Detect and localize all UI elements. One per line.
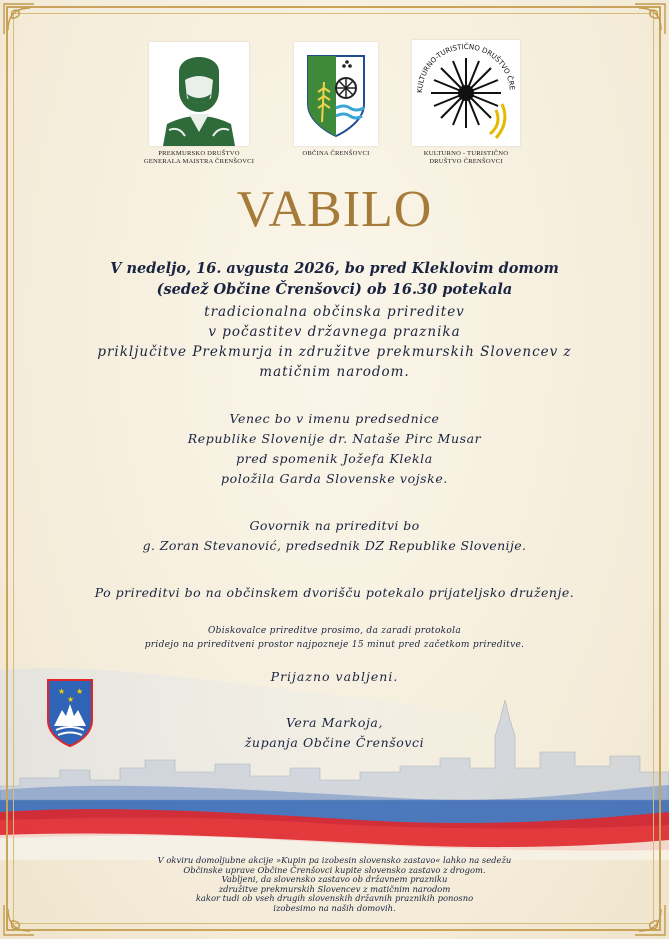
text-line: pridejo na prireditveni prostor najpozneje 15 minut pred začetkom prireditve. [144,640,525,650]
text-line: tradicionalna občinska prireditev [204,304,465,320]
portrait-icon [149,42,249,146]
svg-text:★: ★ [76,687,84,696]
footer-line: Vabljeni, da slovensko zastavo ob državnem prazniku [221,874,448,885]
text-line: g. Zoran Stevanović, predsednik DZ Republike Slovenije. [142,538,527,553]
logo-general-maister-society [140,42,258,166]
text-line: matičnim narodom. [259,364,410,380]
footer-line: kakor tudi ob vseh drugih slovenskih državnih praznikih ponosno [195,893,474,904]
text-line: priključitve Prekmurja in združitve prekmurskih Slovencev z [97,344,572,360]
footer-line: združitve prekmurskih Slovencev z matičnim narodom [218,883,451,894]
speaker-paragraph [30,516,639,556]
text-line: v počastitev državnega praznika [208,324,461,340]
lead-paragraph [30,258,639,300]
logo-cultural-tourist-society [400,40,532,166]
text-line: pred spomenik Jožefa Klekla [236,451,433,466]
logo-caption: KULTURNO - TURISTIČNO [423,150,509,157]
footer-line: izobesimo na naših domovih. [273,902,396,913]
logo-caption: PREKMURSKO DRUŠTVO [158,150,240,157]
logo-caption: GENERALA MAISTRA ČRENŠOVCI [143,158,255,165]
signature-title: županja Občine Črenšovci [244,735,425,750]
text-line: položila Garda Slovenske vojske. [221,471,448,486]
protocol-notice [30,624,639,652]
event-description [30,302,639,382]
flag-campaign-note [60,856,609,914]
text-line: Republike Slovenije dr. Nataše Pirc Musar [187,431,482,446]
footer-line: Občinske uprave Občine Črenšovci kupite slovensko zastavo z drogom. [183,864,486,875]
logo-caption: OBČINA ČRENŠOVCI [302,150,370,157]
text-line: Govornik na prireditvi bo [249,518,420,533]
signature-name: Vera Markoja, [285,715,384,730]
logo-municipality [288,42,384,158]
logo-caption: DRUŠTVO ČRENŠOVCI [429,158,503,165]
corner-ornament-icon [633,903,667,937]
lead-line: V nedeljo, 16. avgusta 2026, bo pred Kleklovim domom [110,260,559,277]
social-gathering-paragraph: Po prireditvi bo na občinskem dvorišču potekalo prijateljsko druženje. [94,585,575,600]
emblem-ring-text: KULTURNO-TURISTIČNO DRUŠTVO ČRE [415,42,516,94]
coat-of-arms-icon [294,42,378,146]
sun-emblem-icon [412,40,520,146]
lead-line: (sedež Občine Črenšovci) ob 16.30 potekala [156,281,513,298]
greeting: Prijazno vabljeni. [270,669,399,684]
corner-ornament-icon [2,2,36,36]
svg-text:★: ★ [67,695,75,704]
svg-text:★: ★ [58,687,66,696]
invitation-title: VABILO [236,181,433,238]
text-line: Venec bo v imenu predsednice [229,411,440,426]
text-line: Obiskovalce prireditve prosimo, da zaradi protokola [207,626,461,636]
footer-line: V okviru domoljubne akcije »Kupin pa izobesin slovensko zastavo« lahko na sedežu [157,855,512,865]
wreath-paragraph [30,409,639,489]
corner-ornament-icon [633,2,667,36]
signature [30,713,639,753]
corner-ornament-icon [2,903,36,937]
